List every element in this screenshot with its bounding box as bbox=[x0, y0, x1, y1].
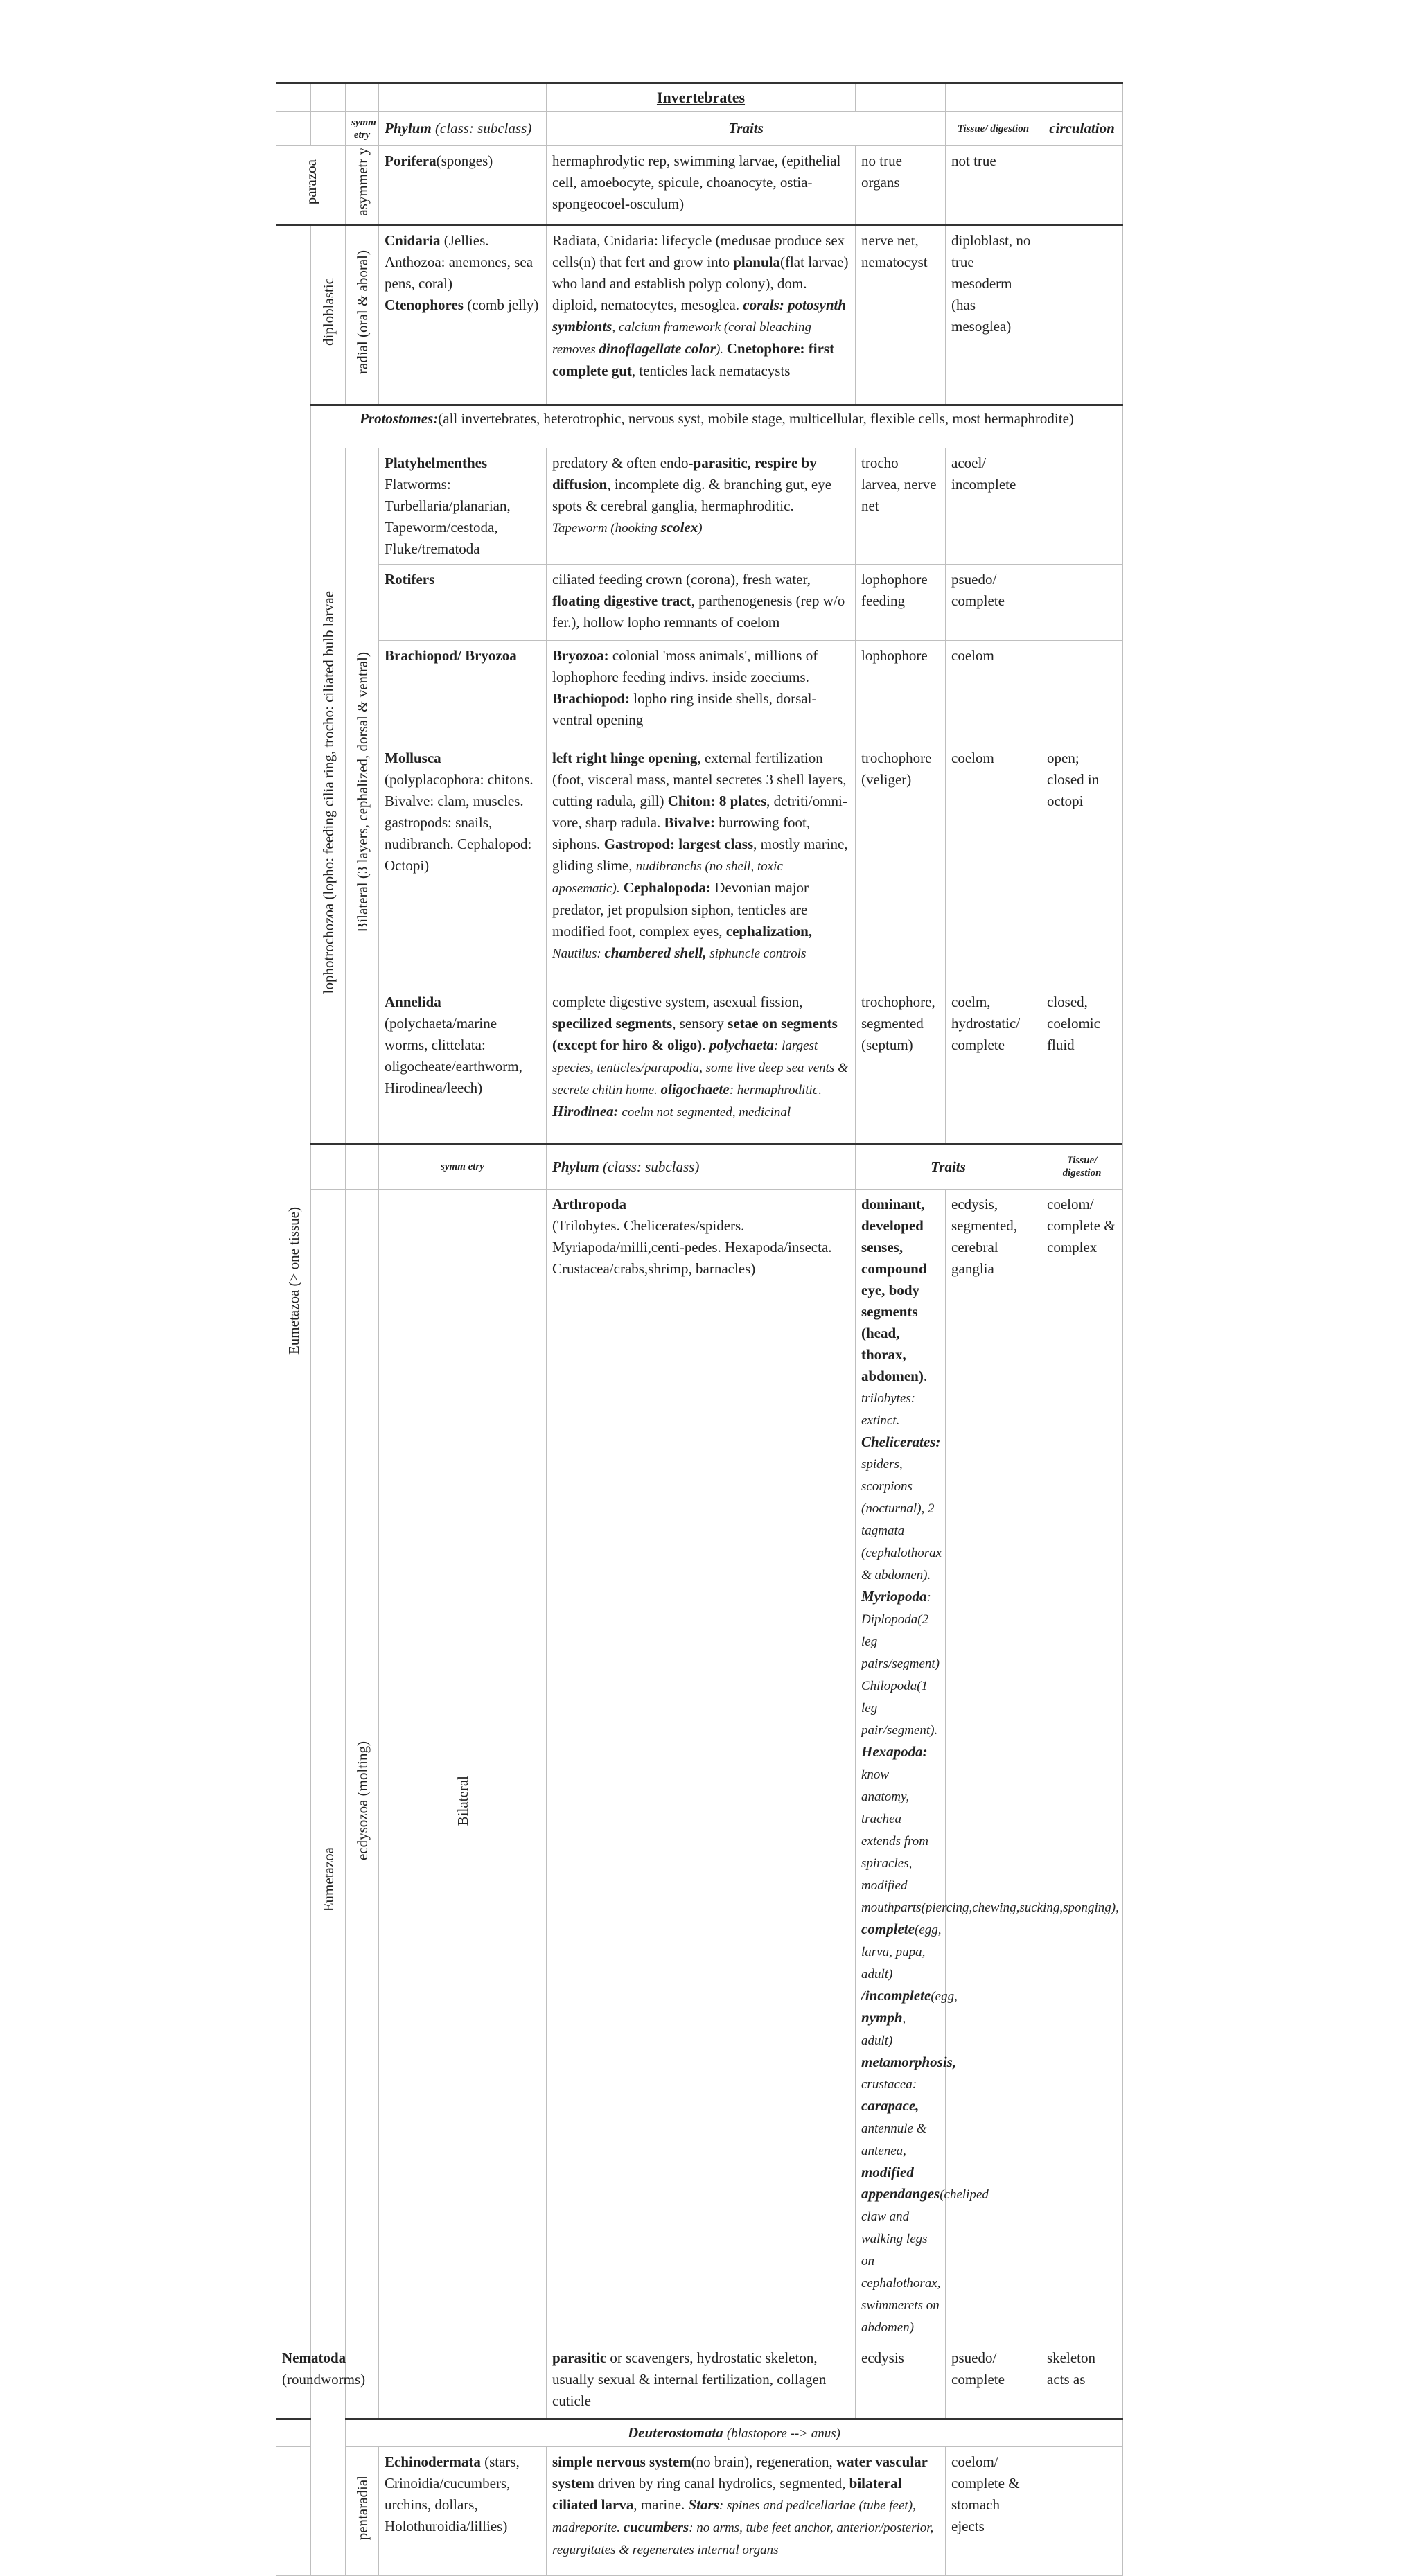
trait-text: . bbox=[702, 1036, 710, 1053]
band-protostomes-label: Protostomes: bbox=[360, 410, 439, 427]
trait-text-bold-italic: Hirodinea: bbox=[552, 1103, 619, 1120]
organs-arthropoda: ecdysis, segmented, cerebral ganglia bbox=[946, 1190, 1041, 2343]
trait-text-italic: : Diplopoda(2 leg pairs/segment) Chilopoda(1 leg pair/segment). bbox=[861, 1590, 940, 1738]
band-deuterostomata-label: Deuterostomata bbox=[627, 2424, 723, 2441]
invertebrates-table-sheet bbox=[276, 82, 1122, 2576]
header-symmetry: symm etry bbox=[379, 1144, 547, 1190]
group-eumetazoa-one-tissue bbox=[276, 225, 311, 2343]
blank-cell bbox=[346, 83, 379, 112]
blank-cell bbox=[946, 83, 1041, 112]
phylum-name: Annelida bbox=[385, 994, 441, 1010]
trait-text: , tenticles lack nematacysts bbox=[631, 362, 791, 379]
trait-text-bold-italic: Hexapoda: bbox=[861, 1743, 928, 1760]
trait-text-italic: trilobytes: extinct. bbox=[861, 1391, 916, 1428]
blank-cell bbox=[311, 112, 346, 146]
trait-text-italic: : no arms, tube feet anchor, anterior/posterior, regurgitates & regenerates internal organs bbox=[552, 2521, 934, 2557]
traits-mollusca bbox=[547, 743, 856, 987]
circulation-cnidaria bbox=[1041, 225, 1123, 405]
trait-text-bold: parasitic, respire by diffusion bbox=[552, 455, 817, 493]
blank-cell bbox=[346, 1144, 379, 1190]
trait-text-italic: crustacea: bbox=[861, 2077, 917, 2092]
header-row bbox=[276, 1144, 1123, 1190]
header-phylum-sub: (class: subclass) bbox=[434, 120, 532, 136]
trait-text: , incomplete dig. & branching gut, eye spots & cerebral ganglia, hermaphroditic. bbox=[552, 476, 832, 514]
trait-text-bold: bilateral ciliated larva bbox=[552, 2475, 902, 2513]
trait-text-bold-italic: Chelicerates: bbox=[861, 1433, 941, 1450]
header-traits: Traits bbox=[856, 1144, 1041, 1190]
tissue-brachiopod: coelom bbox=[946, 641, 1041, 743]
trait-text-bold-italic: polychaeta bbox=[709, 1036, 774, 1053]
phylum-name: Arthropoda bbox=[552, 1196, 626, 1212]
traits-porifera: hermaphrodytic rep, swimming larvae, (epithelial cell, amoebocyte, spicule, choanocyte, ostia-spongeocoel-osculum) bbox=[547, 146, 856, 225]
phylum-detail: (Jellies. Anthozoa: anemones, sea pens, coral) bbox=[385, 232, 534, 292]
circulation-platyhelminthes bbox=[1041, 448, 1123, 565]
group-diploblastic bbox=[311, 225, 346, 405]
band-row-protostomes bbox=[276, 405, 1123, 448]
trait-text-bold: specilized segments bbox=[552, 1015, 673, 1032]
trait-text: Devonian major predator, jet propulsion siphon, tenticles are modified foot, complex eyes, bbox=[552, 879, 809, 939]
circulation-nematoda: skeleton acts as bbox=[1041, 2343, 1123, 2419]
trait-text-bold: water vascular system bbox=[552, 2453, 928, 2491]
trait-text-bold-italic: complete bbox=[861, 1921, 915, 1937]
symmetry-bilateral-3 bbox=[346, 448, 379, 1144]
trait-text-bold-italic: modified appendanges bbox=[861, 2164, 940, 2202]
header-phylum-main: Phylum bbox=[552, 1158, 599, 1175]
header-phylum-main: Phylum bbox=[385, 120, 432, 136]
trait-text-bold-italic: /incomplete bbox=[861, 1987, 931, 2004]
trait-text-italic: , adult) bbox=[861, 2011, 906, 2048]
tissue-porifera: not true bbox=[946, 146, 1041, 225]
phylum-cnidaria bbox=[379, 225, 547, 405]
header-traits: Traits bbox=[547, 112, 946, 146]
group-lophotrochozoa-label: lophotrochozoa (lopho: feeding cilia ring, trocho: ciliated bulb larvae bbox=[319, 590, 337, 994]
header-phylum bbox=[379, 112, 547, 146]
trait-text-bold: Bivalve: bbox=[664, 814, 716, 831]
phylum-arthropoda bbox=[547, 1190, 856, 2343]
traits-cnidaria bbox=[547, 225, 856, 405]
trait-text-bold: parasitic bbox=[552, 2349, 607, 2366]
trait-text-bold: floating digestive tract bbox=[552, 592, 691, 609]
group-parazoa-label: parazoa bbox=[302, 159, 319, 205]
band-protostomes-text: (all invertebrates, heterotrophic, nervous syst, mobile stage, multicellular, flexible cells, most hermaphrodite) bbox=[438, 410, 1074, 427]
phylum-name: Ctenophores bbox=[385, 297, 464, 313]
tissue-annelida: coelm, hydrostatic/ complete bbox=[946, 987, 1041, 1144]
circulation-brachiopod bbox=[1041, 641, 1123, 743]
trait-text: , marine. bbox=[633, 2496, 689, 2513]
symmetry-bilateral-label: Bilateral bbox=[454, 1775, 471, 1826]
trait-text-bold: setae on segments (except for hiro & oligo) bbox=[552, 1015, 838, 1053]
trait-text-bold-italic: chambered shell, bbox=[604, 944, 707, 961]
blank-cell bbox=[276, 83, 311, 112]
phylum-name: Cnidaria bbox=[385, 232, 441, 249]
blank-cell bbox=[276, 2447, 311, 2576]
trait-text-italic: , calcium framework (coral bleaching removes bbox=[552, 320, 811, 357]
invertebrates-table bbox=[276, 82, 1123, 2576]
organs-nematoda: ecdysis bbox=[856, 2343, 946, 2419]
organs-mollusca: trochophore (veliger) bbox=[856, 743, 946, 987]
trait-text-bold-italic: Stars bbox=[688, 2496, 719, 2513]
traits-nematoda bbox=[547, 2343, 856, 2419]
trait-text: predatory & often endo- bbox=[552, 455, 694, 471]
trait-text-bold: left right hinge opening bbox=[552, 750, 698, 766]
trait-text: , sensory bbox=[672, 1015, 728, 1032]
phylum-detail: (comb jelly) bbox=[463, 297, 539, 313]
table-row-rotifers bbox=[276, 565, 1123, 641]
phylum-annelida bbox=[379, 987, 547, 1144]
blank-cell bbox=[856, 83, 946, 112]
phylum-name: Brachiopod/ Bryozoa bbox=[385, 647, 517, 664]
trait-text-bold-italic: nymph bbox=[861, 2009, 903, 2026]
table-row-porifera bbox=[276, 146, 1123, 225]
trait-text-italic: know anatomy, trachea extends from spiracles, modified mouthparts(piercing,chewing,sucking,sponging), bbox=[861, 1767, 1119, 1915]
trait-text-italic: : hermaphroditic. bbox=[729, 1083, 822, 1097]
trait-text-bold: Brachiopod: bbox=[552, 690, 631, 707]
trait-text: (flat larvae) who land and establish polyp colony), dom. diploid, nematocytes, mesoglea. bbox=[552, 254, 849, 313]
title-row bbox=[276, 83, 1123, 112]
table-row-brachiopod bbox=[276, 641, 1123, 743]
tissue-cnidaria: diploblast, no true mesoderm (has mesoglea) bbox=[946, 225, 1041, 405]
circulation-porifera bbox=[1041, 146, 1123, 225]
tissue-arthropoda: coelom/ complete & complex bbox=[1041, 1190, 1123, 2343]
phylum-detail: (stars, Crinoidia/cucumbers, urchins, dollars, Holothuroidia/lillies) bbox=[385, 2453, 520, 2534]
phylum-brachiopod bbox=[379, 641, 547, 743]
organs-annelida: trochophore, segmented (septum) bbox=[856, 987, 946, 1144]
blank-cell bbox=[311, 1144, 346, 1190]
phylum-porifera bbox=[379, 146, 547, 225]
trait-text: complete digestive system, asexual fission, bbox=[552, 994, 803, 1010]
trait-text-bold-italic: corals: potosynth symbionts bbox=[552, 297, 847, 335]
group-parazoa bbox=[276, 146, 346, 225]
table-row-echinodermata bbox=[276, 2447, 1123, 2576]
table-row-cnidaria bbox=[276, 225, 1123, 405]
blank-cell bbox=[1041, 83, 1123, 112]
trait-text-italic: (egg, larva, pupa, adult) bbox=[861, 1923, 942, 1982]
trait-text-bold: Cnetophore: first complete gut bbox=[552, 340, 835, 379]
symmetry-asymmetry-label: asymmetr y bbox=[353, 148, 371, 216]
phylum-detail: (polychaeta/marine worms, clittelata: oligocheate/earthworm, Hirodinea/leech) bbox=[385, 1015, 522, 1096]
traits-platyhelminthes bbox=[547, 448, 856, 565]
organs-porifera: no true organs bbox=[856, 146, 946, 225]
tissue-nematoda: psuedo/ complete bbox=[946, 2343, 1041, 2419]
trait-text: , parthenogenesis (rep w/o fer.), hollow lopho remnants of coelom bbox=[552, 592, 845, 630]
group-lophotrochozoa bbox=[311, 448, 346, 1144]
tissue-platyhelminthes: acoel/ incomplete bbox=[946, 448, 1041, 565]
trait-text-italic: antennule & antenea, bbox=[861, 2121, 927, 2158]
group-ecdysozoa bbox=[346, 1190, 379, 2419]
circulation-rotifers bbox=[1041, 565, 1123, 641]
trait-text: (no brain), regeneration, bbox=[691, 2453, 836, 2470]
trait-text-bold: Gastropod: largest class bbox=[603, 836, 754, 852]
trait-text-italic: siphuncle controls bbox=[706, 946, 807, 961]
header-circulation: circulation bbox=[1041, 112, 1123, 146]
organs-rotifers: lophophore feeding bbox=[856, 565, 946, 641]
band-row-deuterostomata bbox=[276, 2419, 1123, 2447]
trait-text-italic: coelm not segmented, medicinal bbox=[618, 1105, 791, 1120]
trait-text: ciliated feeding crown (corona), fresh water, bbox=[552, 571, 811, 588]
blank-cell bbox=[311, 83, 346, 112]
trait-text-italic: : spines and pedicellariae (tube feet), madreporite. bbox=[552, 2498, 916, 2535]
trait-text-bold-italic: carapace, bbox=[861, 2097, 919, 2114]
header-tissue: Tissue/ digestion bbox=[1041, 1144, 1123, 1190]
trait-text-bold: Cephalopoda: bbox=[623, 879, 711, 896]
trait-text-italic: spiders, scorpions (nocturnal), 2 tagmata (cephalothorax & abdomen). bbox=[861, 1457, 942, 1582]
trait-text-italic: Nautilus: bbox=[552, 946, 605, 961]
trait-text-bold: cephalization, bbox=[725, 923, 813, 939]
symmetry-asymmetry bbox=[346, 146, 379, 225]
tissue-echinodermata: coelom/ complete & stomach ejects bbox=[946, 2447, 1041, 2576]
trait-text-bold-italic: Myriopoda bbox=[861, 1588, 927, 1605]
phylum-detail: (Trilobytes. Chelicerates/spiders. Myriapoda/milli,centi-pedes. Hexapoda/insecta. Crustacea/crabs,shrimp, barnacles) bbox=[552, 1217, 832, 1277]
circulation-echinodermata bbox=[1041, 2447, 1123, 2576]
trait-text-bold-italic: metamorphosis, bbox=[861, 2054, 957, 2070]
traits-annelida bbox=[547, 987, 856, 1144]
phylum-name: Porifera bbox=[385, 152, 437, 169]
trait-text: colonial 'moss animals', millions of lophophore feeding indivs. inside zoeciums. bbox=[552, 647, 818, 685]
trait-text: , external fertilization (foot, visceral mass, mantel secretes 3 shell layers, cutting radula, gill) bbox=[552, 750, 847, 809]
trait-text: burrowing foot, siphons. bbox=[552, 814, 811, 852]
tissue-rotifers: psuedo/ complete bbox=[946, 565, 1041, 641]
group-eumetazoa-one-tissue-label: Eumetazoa (> one tissue) bbox=[285, 1207, 302, 1355]
header-phylum bbox=[547, 1144, 856, 1190]
trait-text: driven by ring canal hydrolics, segmented, bbox=[594, 2475, 849, 2491]
trait-text-bold: simple nervous system bbox=[552, 2453, 691, 2470]
phylum-nematoda bbox=[276, 2343, 366, 2419]
trait-text: Radiata, Cnidaria: lifecycle (medusae produce sex cells(n) that fert and grow into bbox=[552, 232, 845, 270]
phylum-name: Echinodermata bbox=[385, 2453, 481, 2470]
group-ecdysozoa-label: ecdysozoa (molting) bbox=[353, 1740, 371, 1861]
symmetry-bilateral-3-label: Bilateral (3 layers, cephalized, dorsal & ventral) bbox=[353, 652, 371, 933]
symmetry-radial bbox=[346, 225, 379, 405]
phylum-name: Rotifers bbox=[385, 571, 435, 588]
trait-text-bold: dominant, developed senses, compound eye, body segments (head, thorax, abdomen) bbox=[861, 1196, 927, 1384]
header-phylum-sub: (class: subclass) bbox=[602, 1158, 700, 1175]
phylum-name: Mollusca bbox=[385, 750, 441, 766]
trait-text-italic: ) bbox=[698, 521, 703, 536]
trait-text-bold-italic: oligochaete bbox=[660, 1081, 730, 1097]
trait-text-italic: ). bbox=[715, 342, 727, 357]
phylum-name: Nematoda bbox=[282, 2349, 346, 2366]
organs-platyhelminthes: trocho larvea, nerve net bbox=[856, 448, 946, 565]
symmetry-pentaradial bbox=[346, 2447, 379, 2576]
trait-text: . bbox=[923, 1368, 928, 1384]
symmetry-radial-label: radial (oral & aboral) bbox=[353, 249, 371, 374]
trait-text-bold: Bryozoa: bbox=[552, 647, 609, 664]
table-row-annelida bbox=[276, 987, 1123, 1144]
table-title: Invertebrates bbox=[547, 83, 856, 112]
organs-cnidaria: nerve net, nematocyst bbox=[856, 225, 946, 405]
trait-text-italic: Tapeworm (hooking bbox=[552, 521, 661, 536]
table-row-arthropoda bbox=[276, 1190, 1123, 2343]
trait-text-bold: planula bbox=[733, 254, 780, 270]
phylum-platyhelminthes bbox=[379, 448, 547, 565]
group-diploblastic-label: diploblastic bbox=[319, 278, 337, 346]
phylum-detail: (roundworms) bbox=[282, 2371, 366, 2388]
phylum-rotifers bbox=[379, 565, 547, 641]
header-row bbox=[276, 112, 1123, 146]
traits-brachiopod bbox=[547, 641, 856, 743]
band-deuterostomata bbox=[346, 2419, 1123, 2447]
tissue-mollusca: coelom bbox=[946, 743, 1041, 987]
trait-text-italic: (cheliped claw and walking legs on cephalothorax, swimmerets on abdomen) bbox=[861, 2187, 989, 2335]
table-row-platyhelminthes bbox=[276, 448, 1123, 565]
organs-brachiopod: lophophore bbox=[856, 641, 946, 743]
trait-text: lopho ring inside shells, dorsal-ventral opening bbox=[552, 690, 817, 728]
phylum-detail: (polyplacophora: chitons. Bivalve: clam, muscles. gastropods: snails, nudibranch. Cephalopod: Octopi) bbox=[385, 771, 534, 874]
phylum-detail: (sponges) bbox=[436, 152, 493, 169]
band-protostomes bbox=[311, 405, 1123, 448]
blank-cell bbox=[276, 112, 311, 146]
trait-text-bold-italic: cucumbers bbox=[623, 2518, 689, 2535]
header-tissue: Tissue/ digestion bbox=[946, 112, 1041, 146]
trait-text-italic: (egg, bbox=[931, 1989, 958, 2004]
circulation-annelida: closed, coelomic fluid bbox=[1041, 987, 1123, 1144]
table-row-mollusca bbox=[276, 743, 1123, 987]
trait-text-bold: Chiton: 8 plates bbox=[667, 793, 767, 809]
trait-text: , detriti/omni-vore, sharp radula. bbox=[552, 793, 847, 831]
blank-cell bbox=[379, 83, 547, 112]
band-deuterostomata-text: (blastopore --> anus) bbox=[726, 2426, 841, 2441]
phylum-name: Platyhelmenthes bbox=[385, 455, 488, 471]
trait-text: , mostly marine, gliding slime, bbox=[552, 836, 848, 874]
phylum-detail: Flatworms: Turbellaria/planarian, Tapeworm/cestoda, Fluke/trematoda bbox=[385, 476, 511, 557]
header-symmetry: symm etry bbox=[346, 112, 379, 146]
trait-text-italic: : largest species, tenticles/parapodia, some live deep sea vents & secrete chitin home. bbox=[552, 1039, 848, 1097]
symmetry-bilateral bbox=[379, 1190, 547, 2419]
symmetry-pentaradial-label: pentaradial bbox=[353, 2476, 371, 2541]
phylum-mollusca bbox=[379, 743, 547, 987]
trait-text-bold-italic: dinoflagellate color bbox=[599, 340, 716, 357]
trait-text: or scavengers, hydrostatic skeleton, usually sexual & internal fertilization, collagen cuticle bbox=[552, 2349, 827, 2409]
circulation-mollusca: open; closed in octopi bbox=[1041, 743, 1123, 987]
traits-echinodermata bbox=[547, 2447, 946, 2576]
traits-rotifers bbox=[547, 565, 856, 641]
trait-text-italic: nudibranchs (no shell, toxic aposematic). bbox=[552, 859, 783, 896]
blank-cell bbox=[276, 2419, 311, 2447]
phylum-echinodermata bbox=[379, 2447, 547, 2576]
trait-text-bold-italic: scolex bbox=[660, 519, 698, 536]
group-eumetazoa-label: Eumetazoa bbox=[319, 1846, 337, 1912]
